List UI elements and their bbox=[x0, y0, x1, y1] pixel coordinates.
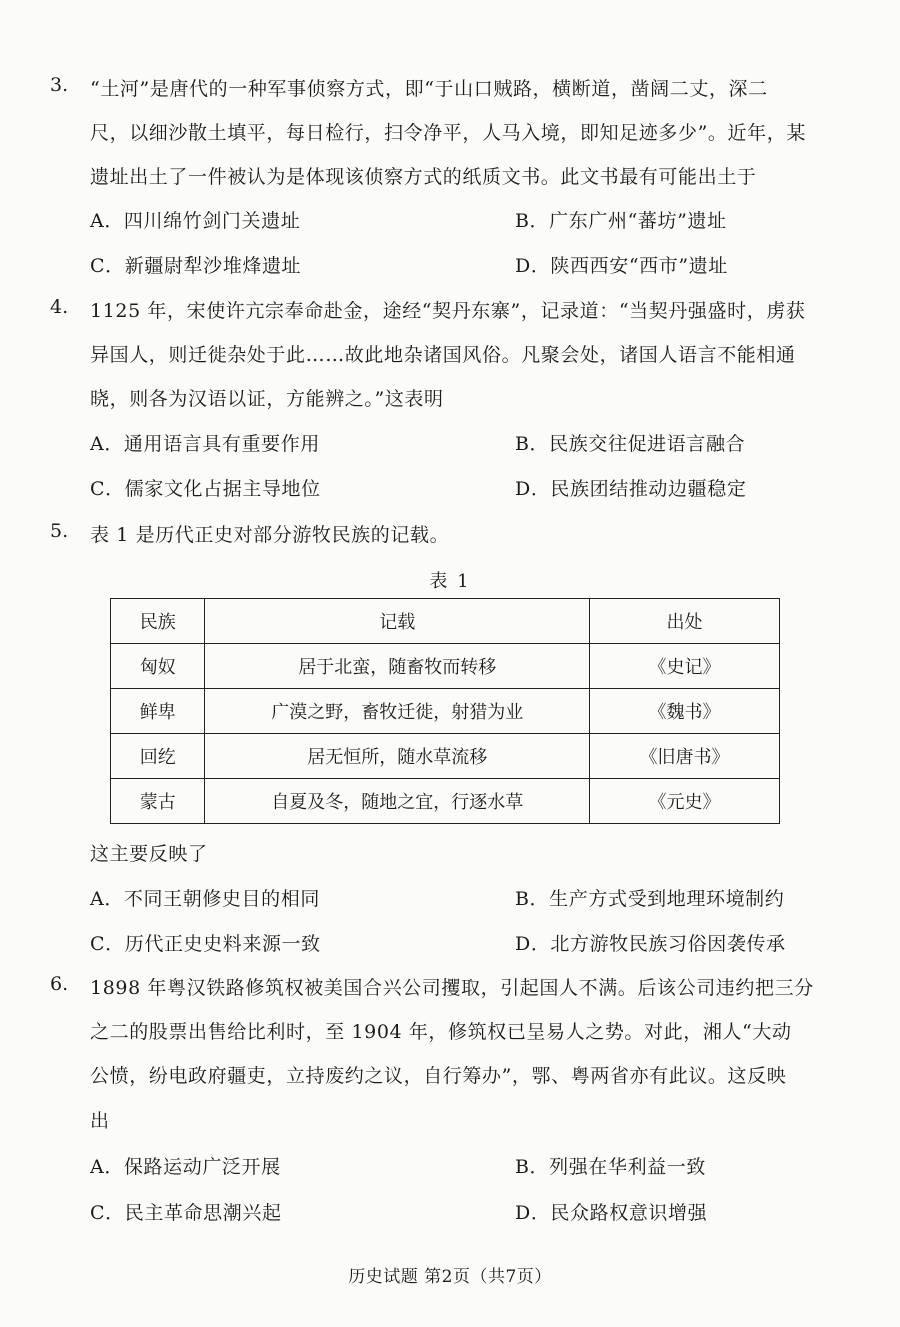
question-4-line-2: 异国人，则迁徙杂处于此……故此地杂诸国风俗。凡聚会处，诸国人语言不能相通 bbox=[90, 344, 796, 366]
question-4-option-c: C．儒家文化占据主导地位 bbox=[90, 478, 321, 500]
table-cell: 回纥 bbox=[111, 734, 205, 779]
question-3-option-c: C．新疆尉犁沙堆烽遗址 bbox=[90, 255, 302, 277]
page-footer: 历史试题 第2页（共7页） bbox=[348, 1267, 552, 1287]
question-6-option-d: D．民众路权意识增强 bbox=[515, 1202, 708, 1224]
question-5-option-d: D．北方游牧民族习俗因袭传承 bbox=[515, 933, 786, 955]
question-5-option-b: B．生产方式受到地理环境制约 bbox=[515, 888, 785, 910]
question-5-line-1: 表 1 是历代正史对部分游牧民族的记载。 bbox=[90, 524, 450, 546]
table-row bbox=[111, 734, 780, 779]
question-3-line-1: “土河”是唐代的一种军事侦察方式，即“于山口贼路，横断道，凿阔二丈，深二 bbox=[90, 78, 768, 100]
question-5-number: 5. bbox=[50, 520, 69, 542]
table-cell: 蒙古 bbox=[111, 779, 205, 824]
table-caption: 表 1 bbox=[429, 571, 471, 592]
table-header-cell: 记载 bbox=[205, 599, 590, 644]
question-3-number: 3. bbox=[50, 74, 69, 96]
question-3-option-b: B．广东广州“蕃坊”遗址 bbox=[515, 210, 727, 232]
table-row bbox=[111, 779, 780, 824]
record-table bbox=[110, 598, 780, 824]
table-cell: 居无恒所，随水草流移 bbox=[205, 734, 590, 779]
table-header-cell: 出处 bbox=[590, 599, 780, 644]
table-row bbox=[111, 689, 780, 734]
table-cell: 《元史》 bbox=[590, 779, 780, 824]
question-6-line-4: 出 bbox=[90, 1110, 110, 1132]
question-4-number: 4. bbox=[50, 296, 69, 318]
table-cell: 《魏书》 bbox=[590, 689, 780, 734]
table-cell: 鲜卑 bbox=[111, 689, 205, 734]
question-4-option-b: B．民族交往促进语言融合 bbox=[515, 433, 746, 455]
question-6-number: 6. bbox=[50, 973, 69, 995]
question-3-line-2: 尺，以细沙散土填平，每日检行，扫令净平，人马入境，即知足迹多少”。近年，某 bbox=[90, 122, 806, 144]
question-3-option-a: A．四川绵竹剑门关遗址 bbox=[90, 210, 301, 232]
table-cell: 广漠之野，畜牧迁徙，射猎为业 bbox=[205, 689, 590, 734]
question-5-stem-after-table: 这主要反映了 bbox=[90, 843, 208, 865]
question-6-option-c: C．民主革命思潮兴起 bbox=[90, 1202, 282, 1224]
table-row bbox=[111, 644, 780, 689]
question-6-line-2: 之二的股票出售给比利时，至 1904 年，修筑权已呈易人之势。对此，湘人“大动 bbox=[90, 1021, 792, 1043]
question-6-option-b: B．列强在华利益一致 bbox=[515, 1156, 706, 1178]
question-5-option-a: A．不同王朝修史目的相同 bbox=[90, 888, 320, 910]
table-cell: 《史记》 bbox=[590, 644, 780, 689]
question-3-option-d: D．陕西西安“西市”遗址 bbox=[515, 255, 728, 277]
table-cell: 《旧唐书》 bbox=[590, 734, 780, 779]
table-cell: 居于北蛮，随畜牧而转移 bbox=[205, 644, 590, 689]
table-cell: 匈奴 bbox=[111, 644, 205, 689]
question-6-option-a: A．保路运动广泛开展 bbox=[90, 1156, 281, 1178]
table-header-row bbox=[111, 599, 780, 644]
question-6-line-1: 1898 年粤汉铁路修筑权被美国合兴公司攫取，引起国人不满。后该公司违约把三分 bbox=[90, 977, 814, 999]
question-4-line-3: 晓，则各为汉语以证，方能辨之。”这表明 bbox=[90, 388, 444, 410]
question-3-line-3: 遗址出土了一件被认为是体现该侦察方式的纸质文书。此文书最有可能出土于 bbox=[90, 166, 757, 188]
table-cell: 自夏及冬，随地之宜，行逐水草 bbox=[205, 779, 590, 824]
question-4-option-d: D．民族团结推动边疆稳定 bbox=[515, 478, 747, 500]
table-header-cell: 民族 bbox=[111, 599, 205, 644]
question-4-line-1: 1125 年，宋使许亢宗奉命赴金，途经“契丹东寨”，记录道：“当契丹强盛时，虏获 bbox=[90, 300, 806, 322]
question-5-option-c: C．历代正史史料来源一致 bbox=[90, 933, 321, 955]
question-6-line-3: 公愤，纷电政府疆吏，立持废约之议，自行筹办”，鄂、粤两省亦有此议。这反映 bbox=[90, 1065, 787, 1087]
question-4-option-a: A．通用语言具有重要作用 bbox=[90, 433, 320, 455]
